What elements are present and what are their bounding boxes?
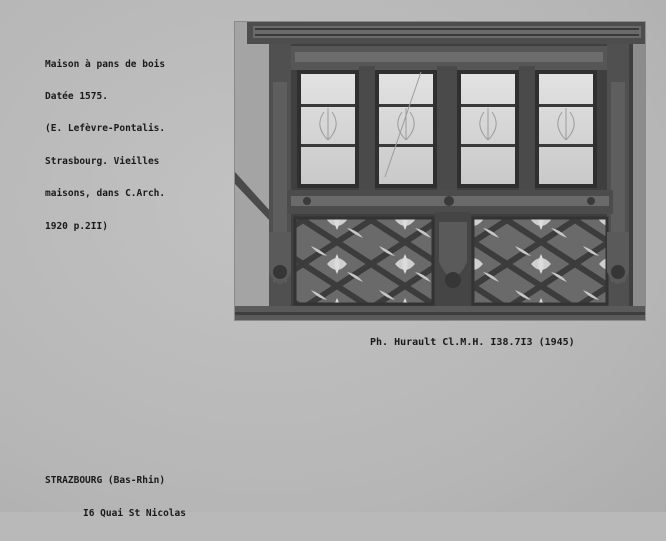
caption-line: Datée 1575. bbox=[45, 90, 108, 102]
caption-line: 1920 p.2II) bbox=[45, 220, 108, 232]
caption-line: (E. Lefèvre-Pontalis. bbox=[45, 123, 166, 135]
description-caption bbox=[45, 38, 165, 254]
caption-line: Strasbourg. Vieilles bbox=[45, 155, 160, 167]
photo-credit: Ph. Hurault Cl.M.H. I38.7I3 (1945) bbox=[370, 337, 575, 348]
facade-photograph bbox=[235, 22, 645, 320]
location-caption bbox=[45, 453, 186, 541]
caption-line: maisons, dans C.Arch. bbox=[45, 188, 166, 200]
location-city: STRAZBOURG (Bas-Rhin) bbox=[45, 475, 166, 486]
caption-line: Maison à pans de bois bbox=[45, 58, 166, 70]
location-address: I6 Quai St Nicolas bbox=[83, 508, 186, 519]
